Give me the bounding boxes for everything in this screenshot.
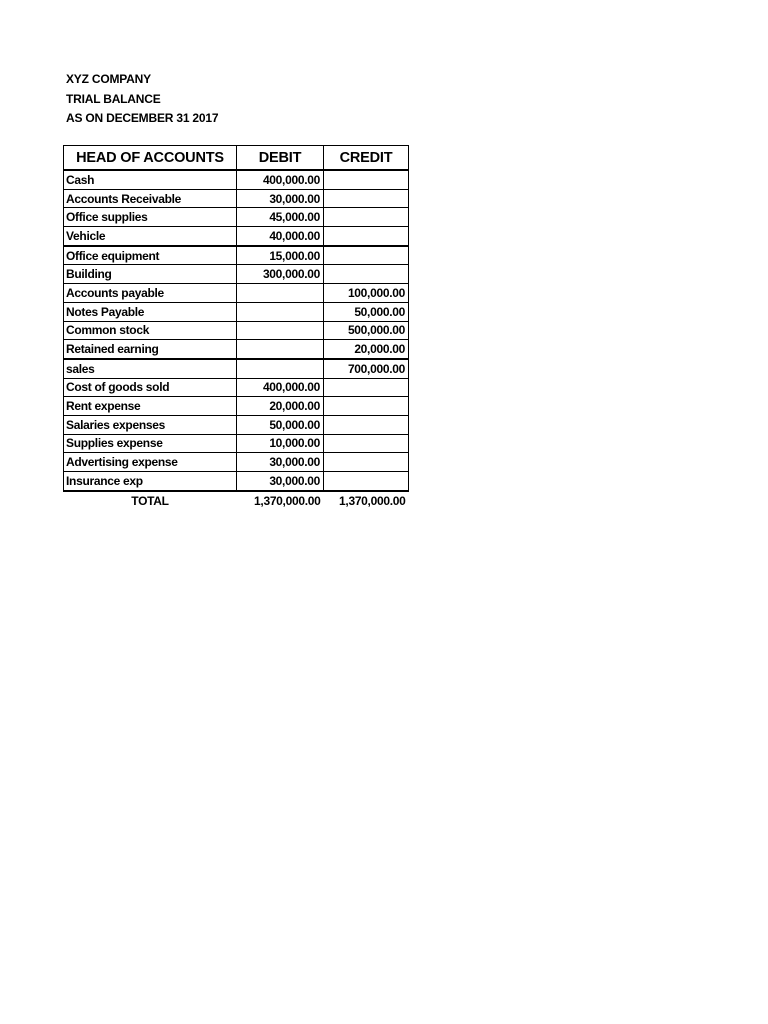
debit-cell: 300,000.00 xyxy=(237,265,324,284)
account-cell: Office supplies xyxy=(64,208,237,227)
table-row xyxy=(64,378,409,397)
account-cell: sales xyxy=(64,359,237,378)
debit-cell: 30,000.00 xyxy=(237,453,324,472)
debit-cell xyxy=(237,284,324,303)
debit-cell: 45,000.00 xyxy=(237,208,324,227)
table-header-row xyxy=(64,146,409,171)
account-cell: Notes Payable xyxy=(64,302,237,321)
table-row xyxy=(64,453,409,472)
credit-cell xyxy=(324,227,409,246)
credit-cell xyxy=(324,472,409,491)
credit-cell xyxy=(324,265,409,284)
table-row xyxy=(64,284,409,303)
account-cell: Retained earning xyxy=(64,340,237,359)
column-header-debit: DEBIT xyxy=(237,146,324,171)
table-row xyxy=(64,302,409,321)
account-cell: Accounts Receivable xyxy=(64,189,237,208)
account-cell: Building xyxy=(64,265,237,284)
credit-cell xyxy=(324,208,409,227)
account-cell: Supplies expense xyxy=(64,434,237,453)
table-row xyxy=(64,340,409,359)
account-cell: Office equipment xyxy=(64,246,237,265)
credit-cell xyxy=(324,434,409,453)
total-label: TOTAL xyxy=(131,493,169,508)
table-row xyxy=(64,359,409,378)
account-cell: Vehicle xyxy=(64,227,237,246)
table-row xyxy=(64,246,409,265)
total-row xyxy=(64,491,409,510)
credit-cell xyxy=(324,246,409,265)
report-title: TRIAL BALANCE xyxy=(66,91,161,106)
debit-cell xyxy=(237,302,324,321)
table-row xyxy=(64,434,409,453)
total-debit: 1,370,000.00 xyxy=(254,493,321,508)
debit-cell xyxy=(237,321,324,340)
credit-cell xyxy=(324,415,409,434)
table-row xyxy=(64,397,409,416)
account-cell: Accounts payable xyxy=(64,284,237,303)
report-header xyxy=(66,70,218,129)
table-row xyxy=(64,415,409,434)
credit-cell xyxy=(324,397,409,416)
company-name: XYZ COMPANY xyxy=(66,72,151,86)
credit-cell: 700,000.00 xyxy=(324,359,409,378)
debit-cell: 10,000.00 xyxy=(237,434,324,453)
column-header-credit: CREDIT xyxy=(324,146,409,171)
credit-cell: 50,000.00 xyxy=(324,302,409,321)
credit-cell: 100,000.00 xyxy=(324,284,409,303)
credit-cell xyxy=(324,453,409,472)
report-date: AS ON DECEMBER 31 2017 xyxy=(66,111,219,125)
table-row xyxy=(64,208,409,227)
account-cell: Salaries expenses xyxy=(64,415,237,434)
account-cell: Cost of goods sold xyxy=(64,378,237,397)
debit-cell: 400,000.00 xyxy=(237,378,324,397)
credit-cell xyxy=(324,170,409,189)
table-row xyxy=(64,265,409,284)
debit-cell: 30,000.00 xyxy=(237,472,324,491)
debit-cell: 50,000.00 xyxy=(237,415,324,434)
table-row xyxy=(64,227,409,246)
table-row xyxy=(64,170,409,189)
table-row xyxy=(64,321,409,340)
debit-cell: 400,000.00 xyxy=(237,170,324,189)
debit-cell: 30,000.00 xyxy=(237,189,324,208)
account-cell: Advertising expense xyxy=(64,453,237,472)
debit-cell: 15,000.00 xyxy=(237,246,324,265)
debit-cell xyxy=(237,340,324,359)
account-cell: Common stock xyxy=(64,321,237,340)
credit-cell: 500,000.00 xyxy=(324,321,409,340)
credit-cell xyxy=(324,378,409,397)
debit-cell xyxy=(237,359,324,378)
column-header-accounts: HEAD OF ACCOUNTS xyxy=(64,146,237,171)
trial-balance-table xyxy=(63,145,409,510)
credit-cell xyxy=(324,189,409,208)
account-cell: Rent expense xyxy=(64,397,237,416)
debit-cell: 40,000.00 xyxy=(237,227,324,246)
credit-cell: 20,000.00 xyxy=(324,340,409,359)
total-credit: 1,370,000.00 xyxy=(339,493,406,508)
table-row xyxy=(64,189,409,208)
debit-cell: 20,000.00 xyxy=(237,397,324,416)
account-cell: Insurance exp xyxy=(64,472,237,491)
table-row xyxy=(64,472,409,491)
account-cell: Cash xyxy=(64,170,237,189)
